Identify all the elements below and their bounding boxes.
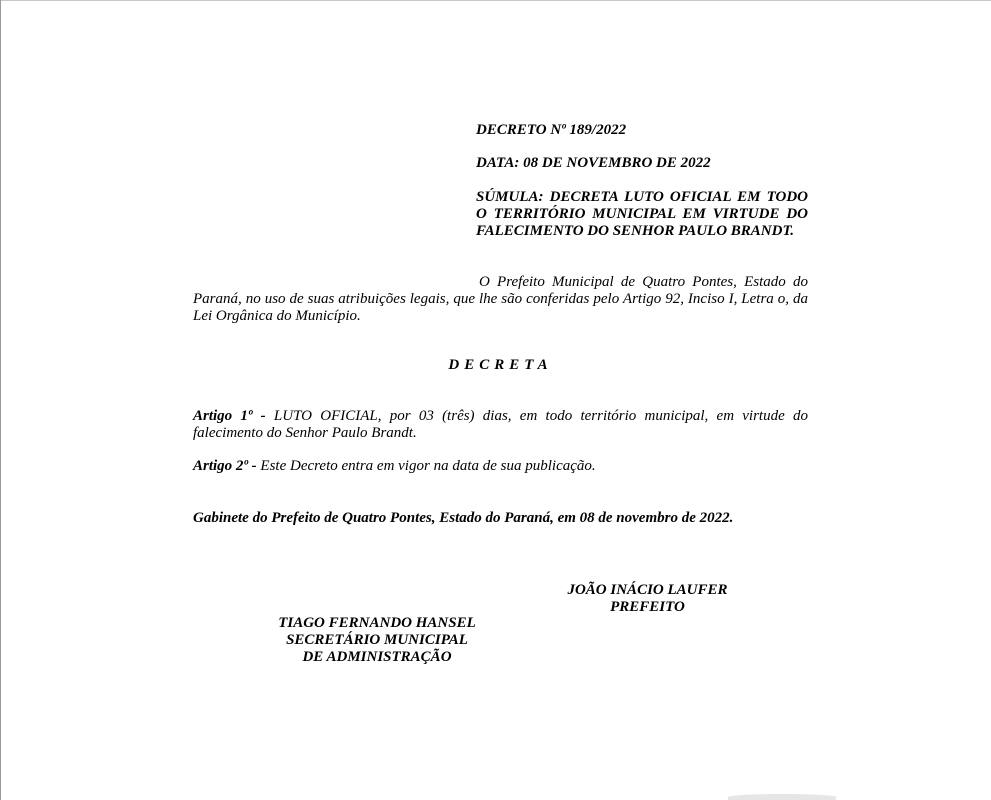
article-1-label: Artigo 1º - [193, 408, 266, 424]
mayor-title: PREFEITO [610, 599, 685, 615]
decree-heading: DECRETA [448, 357, 553, 373]
article-2-label: Artigo 2º - [193, 458, 257, 474]
article-2 [193, 458, 808, 475]
secretary-title-line1: SECRETÁRIO MUNICIPAL [286, 632, 468, 648]
secretary-name: TIAGO FERNANDO HANSEL [278, 615, 476, 631]
mayor-name: JOÃO INÁCIO LAUFER [567, 582, 728, 598]
secretary-title-line2: DE ADMINISTRAÇÃO [302, 649, 452, 665]
page-border-left [0, 0, 1, 800]
decree-date: DATA: 08 DE NOVEMBRO DE 2022 [476, 155, 711, 171]
decree-number: DECRETO Nº 189/2022 [476, 122, 627, 138]
page-shadow [728, 794, 836, 800]
article-1-text: LUTO OFICIAL, por 03 (três) dias, em todo território municipal, em virtude do falecimento do Senhor Paulo Brandt. [193, 408, 809, 441]
decree-summary: SÚMULA: DECRETA LUTO OFICIAL EM TODO O TERRITÓRIO MUNICIPAL EM VIRTUDE DO FALECIMENTO DO SENHOR PAULO BRANDT. [476, 189, 808, 239]
article-1 [193, 408, 808, 442]
page-border-top [0, 0, 991, 1]
decree-closing: Gabinete do Prefeito de Quatro Pontes, Estado do Paraná, em 08 de novembro de 2022. [193, 510, 734, 526]
signature-secretary [252, 615, 502, 666]
article-2-text: Este Decreto entra em vigor na data de sua publicação. [256, 458, 596, 474]
signature-mayor [545, 582, 750, 616]
decree-preamble: O Prefeito Municipal de Quatro Pontes, Estado do Paraná, no uso de suas atribuições legais, que lhe são conferidas pelo Artigo 92, Inciso I, Letra o, da Lei Orgânica do Município. [193, 274, 808, 324]
